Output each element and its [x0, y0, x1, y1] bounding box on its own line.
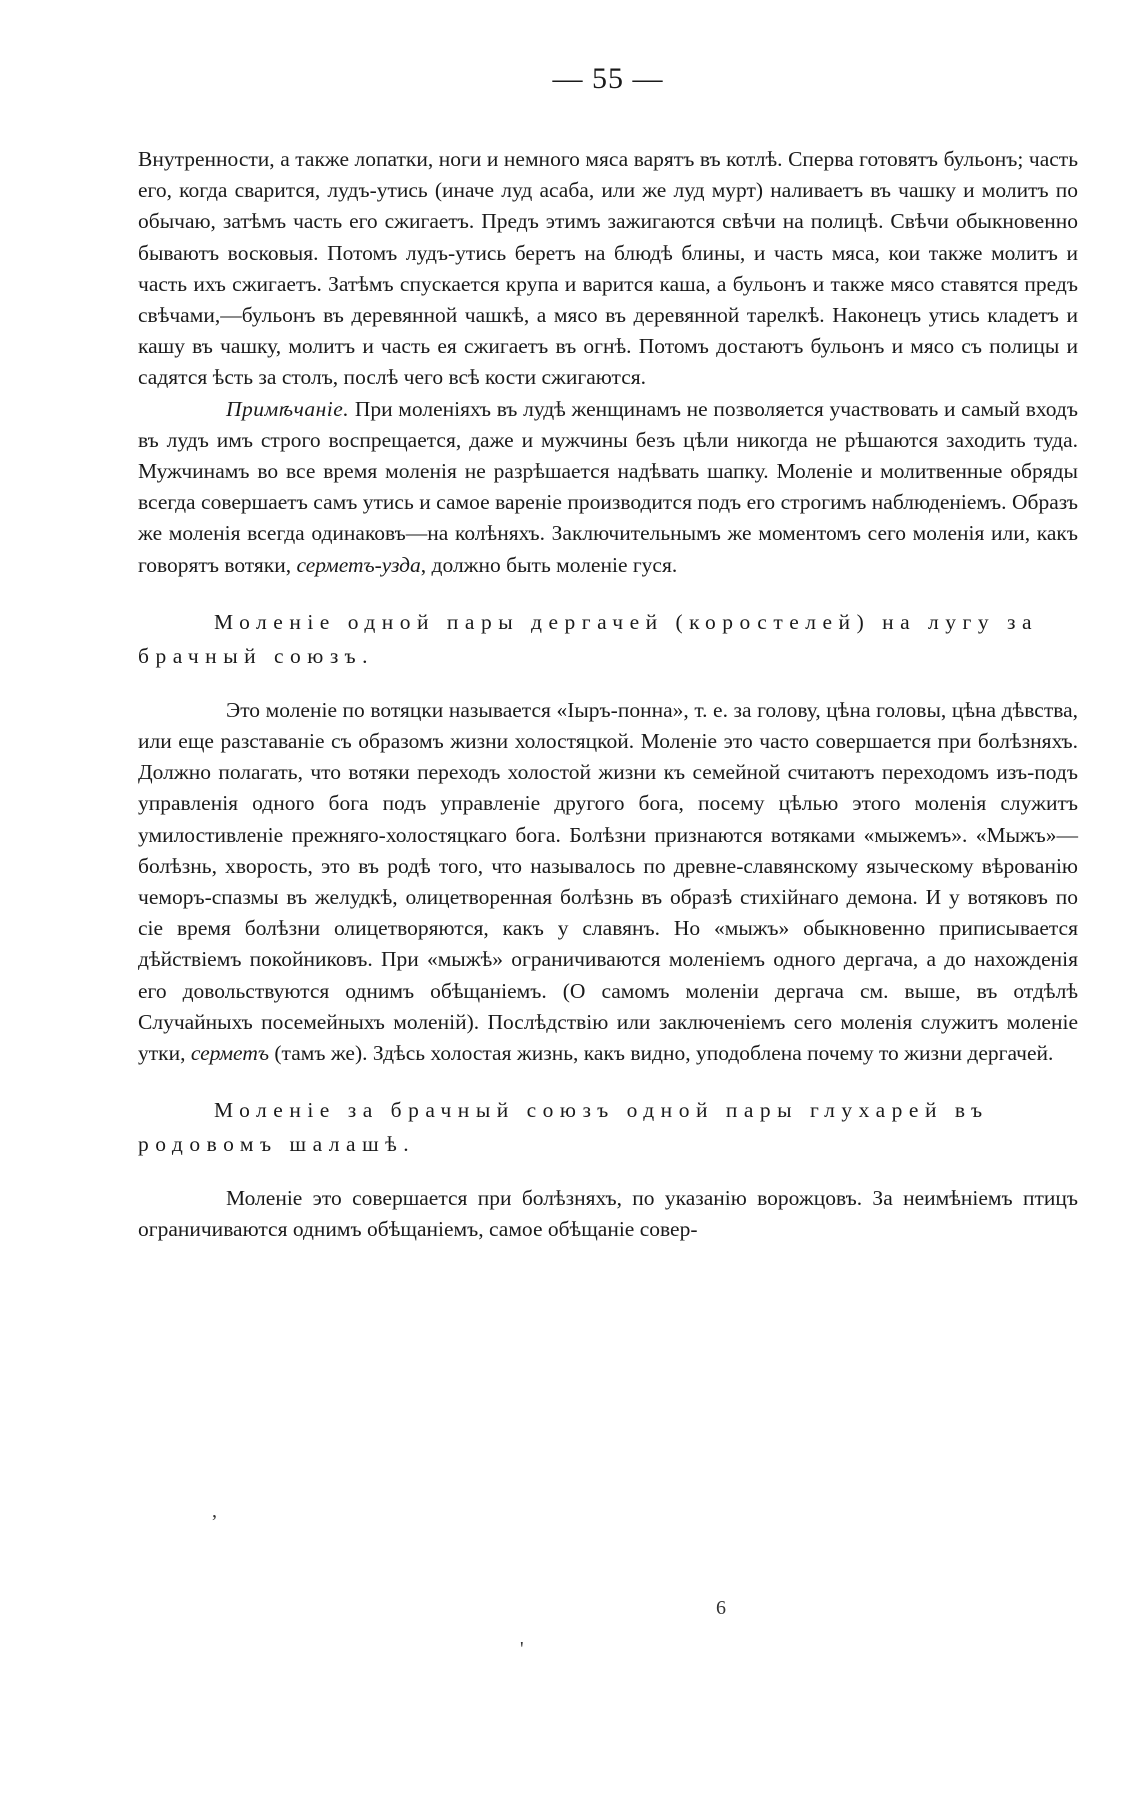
note-label: Примѣчаніе.	[226, 396, 350, 421]
section-heading: Моленіе за брачный союзъ одной пары глухарей въ родовомъ шалашѣ.	[138, 1098, 989, 1157]
paragraph-text: (тамъ же). Здѣсь холостая жизнь, какъ видно, уподоблена почему то жизни дергачей.	[269, 1041, 1054, 1066]
stray-mark: '	[520, 1638, 524, 1660]
margin-mark: ,	[212, 1500, 217, 1522]
paragraph-text: Это моленіе по вотяцки называется «Іыръ-понна», т. е. за голову, цѣна головы, цѣна дѣвства, или еще разставаніе съ образомъ жизни холостяцкой. Моленіе это часто совершается при болѣзняхъ. Должно полагать, что вотяки переходъ холостой жизни къ семейной считаютъ переходомъ изъ-подъ управленія одного бога подъ управленіе другого бога, посему цѣлью этого моленія служитъ умилостивленіе прежняго-холостяцкаго бога. Болѣзни признаются вотяками «мыжемъ». «Мыжъ»—болѣзнь, хворость, это въ родѣ того, что называлось по древне-славянскому языческому вѣрованію чеморъ-спазмы въ желудкѣ, олицетворенная болѣзнь въ образѣ стихійнаго демона. И у вотяковъ по сіе время болѣзни олицетворяются, какъ у славянъ. Но «мыжъ» обыкновенно приписывается дѣйствіемъ покойниковъ. При «мыжѣ» ограничиваются моленіемъ одного дергача, а до нахожденія его довольствуются однимъ обѣщаніемъ. (О самомъ моленіи дергача см. выше, въ отдѣлѣ Случайныхъ посемейныхъ моленій). Послѣдствію или заключеніемъ сего моленія служитъ моленіе утки,	[138, 697, 1078, 1066]
note-term: серметъ-узда	[296, 552, 421, 577]
body-paragraph: Моленіе это совершается при болѣзняхъ, по указанію ворожцовъ. За неимѣніемъ птицъ ограничиваются однимъ обѣщаніемъ, самое обѣщаніе совер-	[138, 1186, 1078, 1242]
document-page	[138, 62, 1078, 1246]
stray-mark: 6	[716, 1597, 726, 1619]
note-body: При моленіяхъ въ лудѣ женщинамъ не позволяется участвовать и самый входъ въ лудъ имъ строго воспрещается, даже и мужчины безъ цѣли никогда не рѣшаются заходить туда. Мужчинамъ во все время моленія не разрѣшается надѣвать шапку. Моленіе и молитвенные обряды всегда совершаетъ самъ утись и самое вареніе производится подъ его строгимъ наблюденіемъ. Образъ же моленія всегда одинаковъ—на колѣняхъ. Заключительнымъ же моментомъ сего моленія или, какъ говорятъ вотяки,	[138, 396, 1078, 577]
note-paragraph	[138, 394, 1078, 581]
page-number: — 55 —	[552, 62, 664, 95]
note-end: , должно быть моленіе гуся.	[420, 552, 678, 577]
body-paragraph: Внутренности, а также лопатки, ноги и немного мяса варятъ въ котлѣ. Сперва готовятъ бульонъ; часть его, когда сварится, лудъ-утись (иначе луд асаба, или же луд мурт) наливаетъ въ чашку и молитъ по обычаю, затѣмъ часть его сжигаетъ. Предъ этимъ зажигаются свѣчи на полицѣ. Свѣчи обыкновенно бываютъ восковыя. Потомъ лудъ-утись беретъ на блюдѣ блины, и часть мяса, кои также молитъ и часть ихъ сжигаетъ. Затѣмъ спускается крупа и варится каша, а бульонъ и также мясо ставятся предъ свѣчами,—бульонъ въ деревянной чашкѣ, а мясо въ деревянной тарелкѣ. Наконецъ утись кладетъ и кашу въ чашку, молитъ и часть ея сжигаетъ въ огнѣ. Потомъ достаютъ бульонъ и мясо съ полицы и садятся ѣсть за столъ, послѣ чего всѣ кости сжигаются.	[138, 147, 1078, 390]
italic-term: серметъ	[190, 1041, 270, 1066]
body-paragraph	[138, 695, 1078, 1069]
section-heading: Моленіе одной пары дергачей (коростелей) на лугу за брачный союзъ.	[138, 609, 1038, 668]
